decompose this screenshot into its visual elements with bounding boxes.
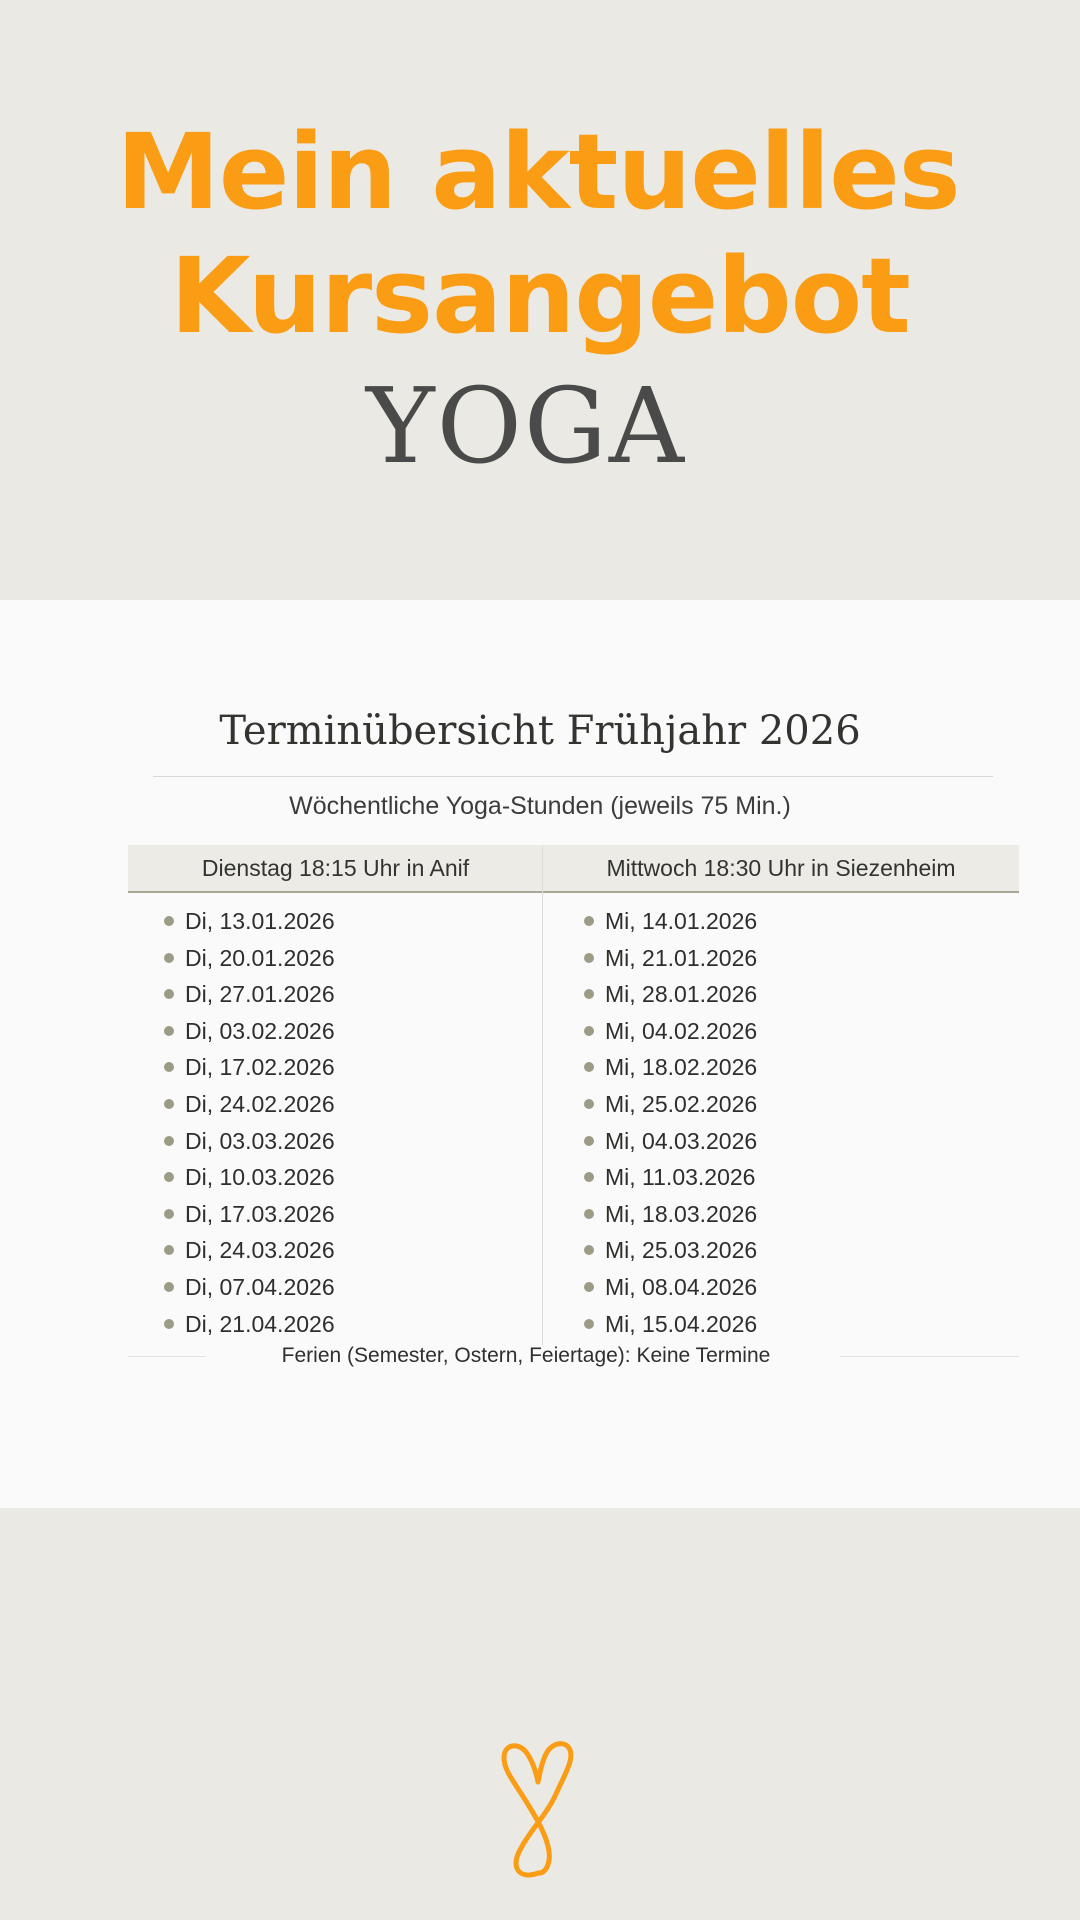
schedule-card	[0, 600, 1080, 1508]
list-item	[164, 1232, 335, 1269]
column-header-wednesday: Mittwoch 18:30 Uhr in Siezenheim	[606, 855, 956, 881]
bullet-icon	[164, 989, 174, 999]
date-text: Mi, 28.01.2026	[605, 981, 758, 1008]
date-text: Mi, 15.04.2026	[605, 1310, 758, 1337]
wednesday-date-list	[584, 903, 757, 1342]
list-item	[164, 1086, 335, 1123]
list-item	[584, 1049, 757, 1086]
list-item	[584, 1232, 757, 1269]
date-text: Di, 03.02.2026	[185, 1017, 335, 1044]
date-text: Di, 10.03.2026	[185, 1164, 335, 1191]
bullet-icon	[164, 1172, 174, 1182]
list-item	[584, 1123, 757, 1160]
date-text: Mi, 21.01.2026	[605, 944, 758, 971]
date-text: Di, 21.04.2026	[185, 1310, 335, 1337]
hero-section	[0, 0, 1080, 600]
list-item	[164, 1013, 335, 1050]
date-text: Di, 13.01.2026	[185, 908, 335, 934]
date-text: Di, 17.02.2026	[185, 1054, 335, 1081]
bullet-icon	[584, 953, 594, 963]
bullet-icon	[584, 1209, 594, 1219]
list-item	[164, 1196, 335, 1233]
date-text: Mi, 14.01.2026	[605, 908, 758, 934]
date-text: Di, 17.03.2026	[185, 1200, 335, 1227]
schedule-subtitle: Wöchentliche Yoga-Stunden (jeweils 75 Min.)	[289, 792, 791, 820]
bullet-icon	[164, 953, 174, 963]
date-text: Mi, 08.04.2026	[605, 1273, 758, 1300]
list-item	[584, 1269, 757, 1306]
bullet-icon	[584, 1245, 594, 1255]
column-header-tuesday: Dienstag 18:15 Uhr in Anif	[201, 855, 470, 881]
list-item	[584, 1086, 757, 1123]
date-text: Mi, 11.03.2026	[605, 1164, 756, 1191]
bullet-icon	[164, 1026, 174, 1036]
bullet-icon	[584, 989, 594, 999]
title-divider	[153, 776, 993, 777]
list-item	[164, 976, 335, 1013]
bullet-icon	[164, 1209, 174, 1219]
bullet-icon	[584, 1282, 594, 1292]
bullet-icon	[164, 916, 174, 926]
bullet-icon	[584, 1136, 594, 1146]
date-text: Di, 07.04.2026	[185, 1273, 335, 1300]
tuesday-date-list	[164, 903, 335, 1342]
list-item	[164, 903, 335, 940]
bullet-icon	[584, 916, 594, 926]
list-item	[584, 903, 757, 940]
bullet-icon	[164, 1099, 174, 1109]
date-text: Di, 24.03.2026	[185, 1237, 335, 1264]
bullet-icon	[584, 1319, 594, 1329]
list-item	[584, 1159, 757, 1196]
schedule-table-header	[128, 845, 1019, 893]
list-item	[584, 1013, 757, 1050]
date-text: Di, 20.01.2026	[185, 944, 335, 971]
list-item	[584, 940, 757, 977]
bullet-icon	[164, 1245, 174, 1255]
date-text: Mi, 04.03.2026	[605, 1127, 758, 1154]
list-item	[164, 1159, 335, 1196]
date-text: Mi, 25.03.2026	[605, 1237, 758, 1264]
list-item	[164, 1049, 335, 1086]
date-text: Di, 03.03.2026	[185, 1127, 335, 1154]
list-item	[584, 1196, 757, 1233]
date-text: Di, 24.02.2026	[185, 1090, 335, 1117]
schedule-table	[128, 845, 1019, 1337]
bullet-icon	[584, 1099, 594, 1109]
date-text: Di, 27.01.2026	[185, 981, 335, 1008]
bullet-icon	[164, 1319, 174, 1329]
bullet-icon	[584, 1172, 594, 1182]
bullet-icon	[584, 1026, 594, 1036]
list-item	[584, 1306, 757, 1343]
bullet-icon	[164, 1136, 174, 1146]
bullet-icon	[164, 1282, 174, 1292]
date-text: Mi, 25.02.2026	[605, 1090, 758, 1117]
hero-title-line-1: Mein aktuelles	[116, 111, 960, 233]
date-text: Mi, 04.02.2026	[605, 1017, 758, 1044]
list-item	[164, 1269, 335, 1306]
hero-title-line-2: Kursangebot	[170, 235, 910, 357]
date-text: Mi, 18.03.2026	[605, 1200, 758, 1227]
hero-title-yoga: YOGA	[365, 365, 687, 487]
heart-loop-logo-icon	[498, 1738, 582, 1888]
column-divider	[542, 845, 543, 1345]
footnote-text: Ferien (Semester, Ostern, Feiertage): Keine Termine	[281, 1344, 771, 1367]
list-item	[164, 940, 335, 977]
list-item	[164, 1306, 335, 1343]
bullet-icon	[584, 1062, 594, 1072]
date-text: Mi, 18.02.2026	[605, 1054, 758, 1081]
list-item	[164, 1123, 335, 1160]
list-item	[584, 976, 757, 1013]
schedule-title: Terminübersicht Frühjahr 2026	[219, 708, 861, 754]
bullet-icon	[164, 1062, 174, 1072]
schedule-footnote	[128, 1339, 1019, 1373]
